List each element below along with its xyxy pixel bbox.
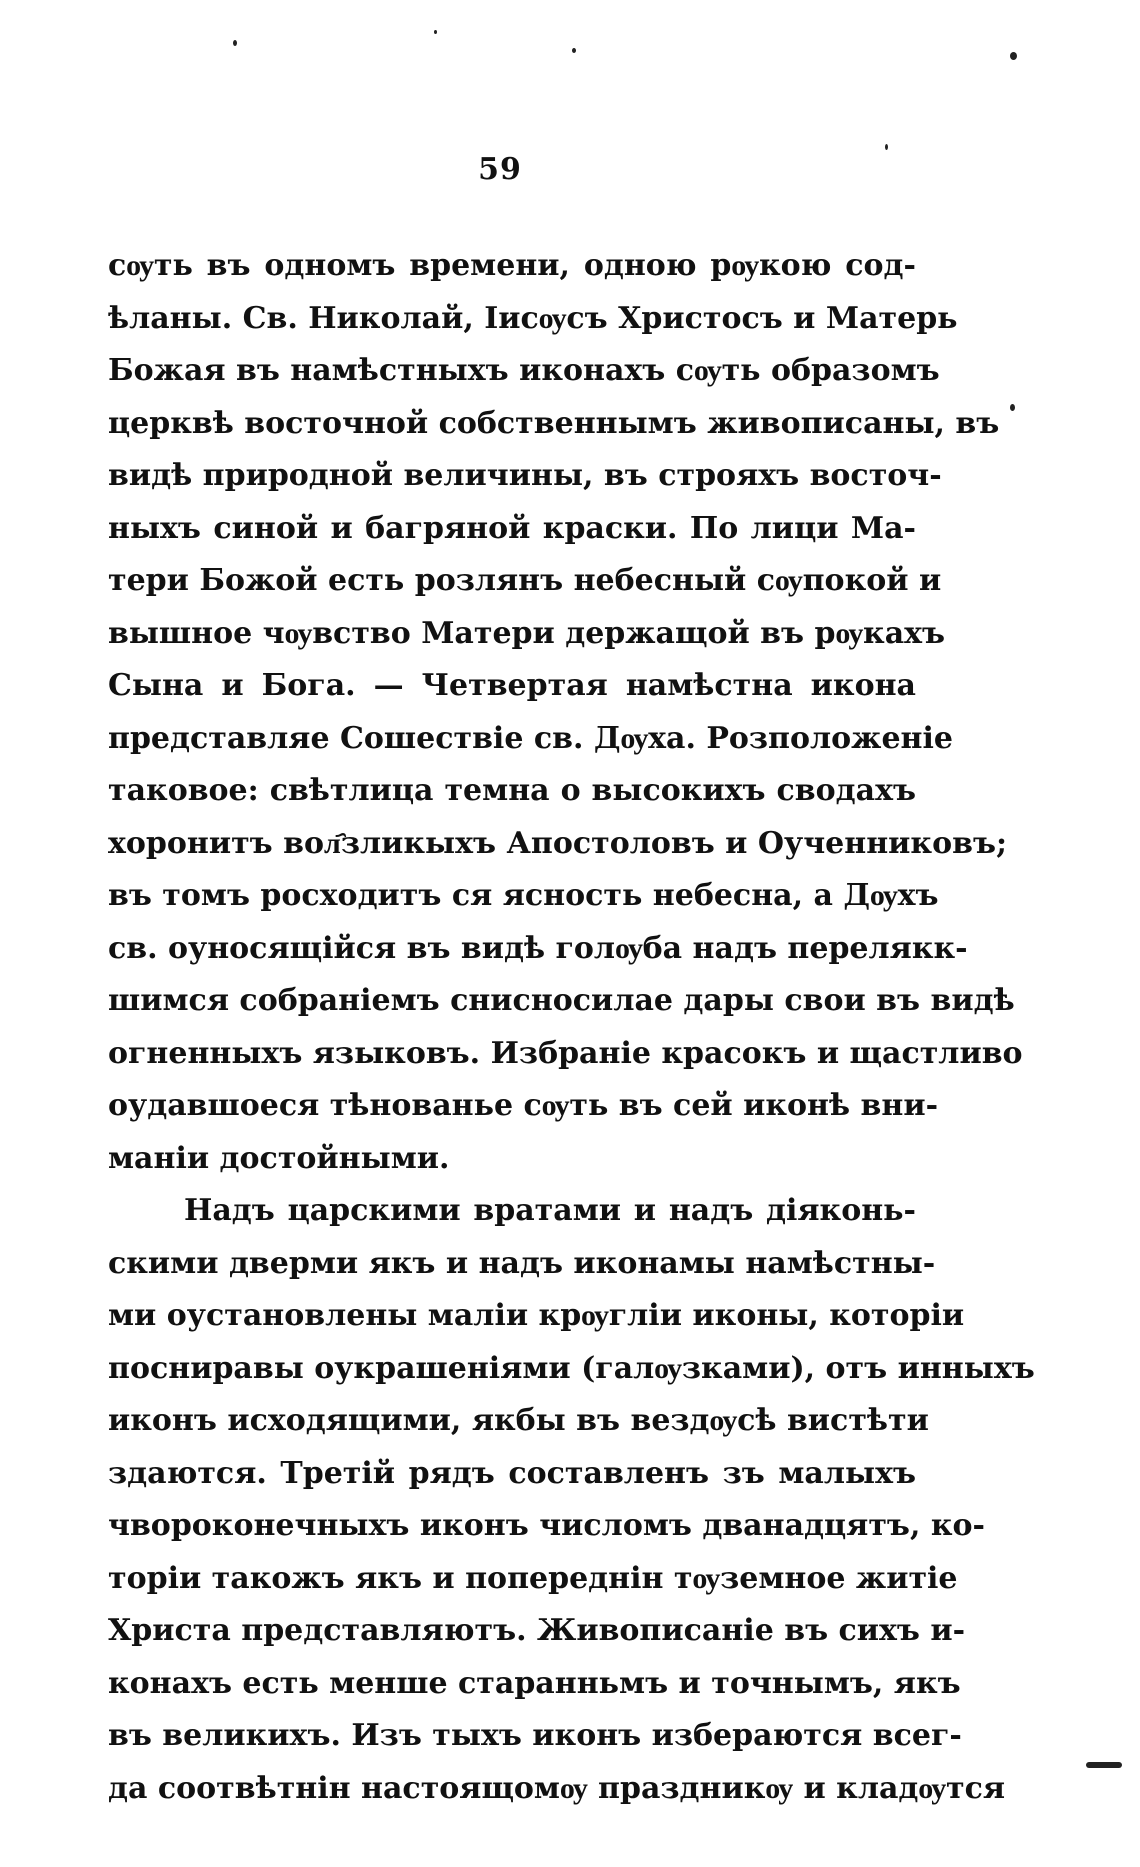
text-line: конахъ есть менше старанньмъ и точнымъ, якъ [108, 1665, 961, 1701]
scan-speck [1010, 52, 1017, 60]
text-line: Христа представляютъ. Живописаніе въ сихъ и‑ [108, 1613, 966, 1648]
text-line: посниравы оукрашеніями (галѹзками), отъ инныхъ [108, 1350, 1035, 1386]
text-line: да соотвѣтнін настоящомѹ праздникѹ и кладѹтся [108, 1770, 1006, 1806]
page-number: 59 [478, 152, 522, 187]
scan-speck [1010, 404, 1015, 411]
text-line: шимся собраніемъ снисносилае дары свои въ видѣ [108, 983, 1015, 1018]
scan-speck [434, 30, 437, 34]
scan-speck [1086, 1762, 1122, 1768]
text-line: хоронитъ вол҄зликыхъ Апостоловъ и Оученниковъ; [108, 825, 1008, 861]
text-line: маніи достойными. [108, 1140, 450, 1176]
text-line: св. оуносящійся въ видѣ голѹба надъ перелякк‑ [108, 930, 968, 966]
text-line: Надъ царскими вратами и надъ діяконь‑ [184, 1193, 916, 1228]
text-line: ми оустановлены маліи крѹгліи иконы, которіи [108, 1298, 965, 1333]
text-line: въ томъ росходитъ ся ясность небесна, а Дѹхъ [108, 878, 939, 913]
text-line: ѣланы. Св. Николай, Іисѹсъ Христосъ и Матерь [108, 300, 958, 336]
text-line: въ великихъ. Изъ тыхъ иконъ избераются всег‑ [108, 1718, 962, 1753]
text-line: сѹть въ одномъ времени, одною рѹкою сод‑ [108, 248, 916, 283]
text-line: Божая въ намѣстныхъ иконахъ сѹть образомъ [108, 353, 940, 388]
text-line: таковое: свѣтлица темна о высокихъ сводахъ [108, 773, 916, 808]
text-line: Сына и Бога. — Четвертая намѣстна икона [108, 668, 916, 703]
text-line: оудавшоеся тѣнованье сѹть въ сей иконѣ вни‑ [108, 1088, 939, 1123]
text-line: представляе Сошествіе св. Дѹха. Розположеніе [108, 720, 953, 756]
body-text [108, 240, 1035, 1815]
scan-speck [233, 40, 237, 46]
text-line: чвороконечныхъ иконъ числомъ дванадцятъ, ко‑ [108, 1508, 985, 1543]
text-line: церквѣ восточной собственнымъ живописаны, въ [108, 405, 1000, 441]
text-line: видѣ природной величины, въ строяхъ восточ‑ [108, 458, 942, 493]
text-line: вышное чѹвство Матери держащой въ рѹкахъ [108, 615, 946, 651]
text-line: ныхъ синой и багряной краски. По лици Ма‑ [108, 510, 916, 546]
text-line: торіи такожъ якъ и попереднін тѹземное житіе [108, 1560, 958, 1596]
scan-speck [572, 48, 576, 53]
text-line: иконъ исходящими, якбы въ вездѹсѣ вистѣти [108, 1403, 929, 1438]
text-line: огненныхъ языковъ. Избраніе красокъ и щастливо [108, 1035, 1023, 1071]
text-line: скими дверми якъ и надъ иконамы намѣстны‑ [108, 1245, 936, 1281]
scan-speck [885, 144, 888, 150]
text-line: здаются. Третій рядъ составленъ зъ малыхъ [108, 1455, 916, 1491]
text-line: тери Божой есть розлянъ небесный сѹпокой и [108, 563, 942, 598]
